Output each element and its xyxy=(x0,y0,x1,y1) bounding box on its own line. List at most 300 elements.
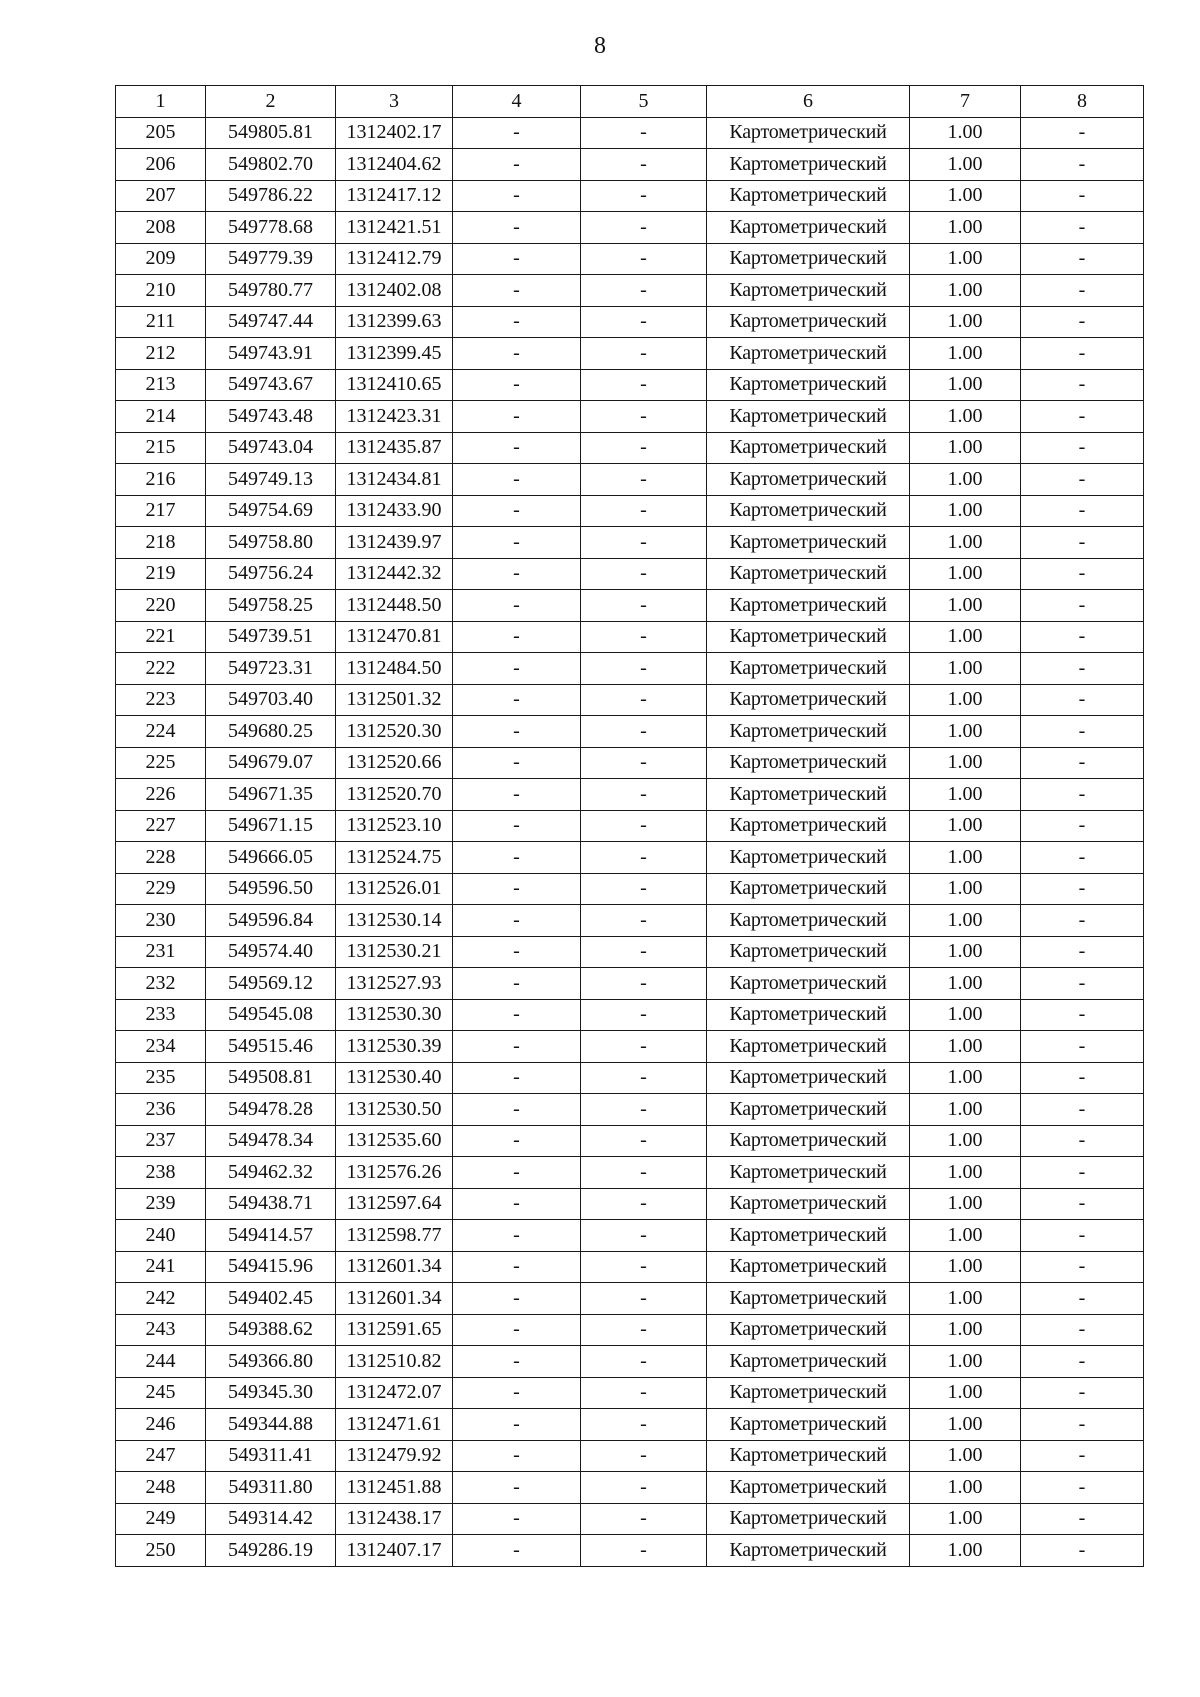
table-row xyxy=(116,936,1144,968)
point-number-cell: 234 xyxy=(116,1031,206,1063)
point-number-cell: 238 xyxy=(116,1157,206,1189)
table-row xyxy=(116,1125,1144,1157)
col-8-value-cell: - xyxy=(1021,464,1144,496)
point-number-cell: 219 xyxy=(116,558,206,590)
col-5-value-cell: - xyxy=(581,558,707,590)
table-row xyxy=(116,149,1144,181)
y-coordinate-cell: 1312471.61 xyxy=(336,1409,453,1441)
method-cell: Картометрический xyxy=(707,1472,910,1504)
table-row xyxy=(116,212,1144,244)
col-4-value-cell: - xyxy=(453,1283,581,1315)
col-5-value-cell: - xyxy=(581,1409,707,1441)
col-5-value-cell: - xyxy=(581,180,707,212)
y-coordinate-cell: 1312530.14 xyxy=(336,905,453,937)
col-5-value-cell: - xyxy=(581,999,707,1031)
point-number-cell: 226 xyxy=(116,779,206,811)
accuracy-cell: 1.00 xyxy=(910,590,1021,622)
column-header-8: 8 xyxy=(1021,86,1144,118)
col-4-value-cell: - xyxy=(453,149,581,181)
y-coordinate-cell: 1312527.93 xyxy=(336,968,453,1000)
y-coordinate-cell: 1312524.75 xyxy=(336,842,453,874)
x-coordinate-cell: 549478.28 xyxy=(206,1094,336,1126)
method-cell: Картометрический xyxy=(707,1188,910,1220)
col-8-value-cell: - xyxy=(1021,842,1144,874)
col-4-value-cell: - xyxy=(453,716,581,748)
accuracy-cell: 1.00 xyxy=(910,999,1021,1031)
accuracy-cell: 1.00 xyxy=(910,1409,1021,1441)
y-coordinate-cell: 1312435.87 xyxy=(336,432,453,464)
col-5-value-cell: - xyxy=(581,464,707,496)
col-5-value-cell: - xyxy=(581,495,707,527)
col-4-value-cell: - xyxy=(453,1157,581,1189)
method-cell: Картометрический xyxy=(707,1220,910,1252)
accuracy-cell: 1.00 xyxy=(910,873,1021,905)
col-8-value-cell: - xyxy=(1021,401,1144,433)
method-cell: Картометрический xyxy=(707,1440,910,1472)
point-number-cell: 247 xyxy=(116,1440,206,1472)
col-5-value-cell: - xyxy=(581,338,707,370)
point-number-cell: 245 xyxy=(116,1377,206,1409)
point-number-cell: 246 xyxy=(116,1409,206,1441)
method-cell: Картометрический xyxy=(707,243,910,275)
x-coordinate-cell: 549515.46 xyxy=(206,1031,336,1063)
table-row xyxy=(116,401,1144,433)
col-4-value-cell: - xyxy=(453,590,581,622)
column-header-2: 2 xyxy=(206,86,336,118)
col-8-value-cell: - xyxy=(1021,1346,1144,1378)
column-header-1: 1 xyxy=(116,86,206,118)
col-8-value-cell: - xyxy=(1021,1440,1144,1472)
y-coordinate-cell: 1312530.30 xyxy=(336,999,453,1031)
table-row xyxy=(116,621,1144,653)
method-cell: Картометрический xyxy=(707,1314,910,1346)
accuracy-cell: 1.00 xyxy=(910,306,1021,338)
col-5-value-cell: - xyxy=(581,1251,707,1283)
col-4-value-cell: - xyxy=(453,495,581,527)
x-coordinate-cell: 549743.04 xyxy=(206,432,336,464)
table-row xyxy=(116,275,1144,307)
point-number-cell: 220 xyxy=(116,590,206,622)
method-cell: Картометрический xyxy=(707,873,910,905)
x-coordinate-cell: 549574.40 xyxy=(206,936,336,968)
col-4-value-cell: - xyxy=(453,873,581,905)
point-number-cell: 228 xyxy=(116,842,206,874)
col-4-value-cell: - xyxy=(453,747,581,779)
accuracy-cell: 1.00 xyxy=(910,527,1021,559)
coordinates-table xyxy=(115,85,1144,1567)
col-5-value-cell: - xyxy=(581,905,707,937)
accuracy-cell: 1.00 xyxy=(910,1220,1021,1252)
col-4-value-cell: - xyxy=(453,621,581,653)
point-number-cell: 216 xyxy=(116,464,206,496)
accuracy-cell: 1.00 xyxy=(910,338,1021,370)
page-number: 8 xyxy=(594,33,606,59)
table-row xyxy=(116,1346,1144,1378)
point-number-cell: 223 xyxy=(116,684,206,716)
point-number-cell: 222 xyxy=(116,653,206,685)
col-5-value-cell: - xyxy=(581,1314,707,1346)
col-5-value-cell: - xyxy=(581,716,707,748)
method-cell: Картометрический xyxy=(707,527,910,559)
point-number-cell: 237 xyxy=(116,1125,206,1157)
table-row xyxy=(116,716,1144,748)
col-5-value-cell: - xyxy=(581,149,707,181)
col-5-value-cell: - xyxy=(581,1031,707,1063)
col-5-value-cell: - xyxy=(581,1188,707,1220)
point-number-cell: 250 xyxy=(116,1535,206,1567)
y-coordinate-cell: 1312520.30 xyxy=(336,716,453,748)
point-number-cell: 209 xyxy=(116,243,206,275)
y-coordinate-cell: 1312417.12 xyxy=(336,180,453,212)
x-coordinate-cell: 549805.81 xyxy=(206,117,336,149)
y-coordinate-cell: 1312520.66 xyxy=(336,747,453,779)
col-4-value-cell: - xyxy=(453,1251,581,1283)
method-cell: Картометрический xyxy=(707,338,910,370)
method-cell: Картометрический xyxy=(707,621,910,653)
x-coordinate-cell: 549478.34 xyxy=(206,1125,336,1157)
x-coordinate-cell: 549786.22 xyxy=(206,180,336,212)
table-row xyxy=(116,747,1144,779)
accuracy-cell: 1.00 xyxy=(910,558,1021,590)
method-cell: Картометрический xyxy=(707,999,910,1031)
accuracy-cell: 1.00 xyxy=(910,1251,1021,1283)
table-row xyxy=(116,1314,1144,1346)
col-5-value-cell: - xyxy=(581,432,707,464)
y-coordinate-cell: 1312598.77 xyxy=(336,1220,453,1252)
col-8-value-cell: - xyxy=(1021,1314,1144,1346)
y-coordinate-cell: 1312399.63 xyxy=(336,306,453,338)
col-8-value-cell: - xyxy=(1021,1409,1144,1441)
col-5-value-cell: - xyxy=(581,1062,707,1094)
y-coordinate-cell: 1312530.39 xyxy=(336,1031,453,1063)
table-row xyxy=(116,905,1144,937)
col-8-value-cell: - xyxy=(1021,653,1144,685)
method-cell: Картометрический xyxy=(707,905,910,937)
y-coordinate-cell: 1312601.34 xyxy=(336,1283,453,1315)
accuracy-cell: 1.00 xyxy=(910,810,1021,842)
col-8-value-cell: - xyxy=(1021,1503,1144,1535)
accuracy-cell: 1.00 xyxy=(910,1094,1021,1126)
x-coordinate-cell: 549754.69 xyxy=(206,495,336,527)
method-cell: Картометрический xyxy=(707,653,910,685)
col-5-value-cell: - xyxy=(581,1377,707,1409)
table-row xyxy=(116,369,1144,401)
method-cell: Картометрический xyxy=(707,149,910,181)
point-number-cell: 232 xyxy=(116,968,206,1000)
col-5-value-cell: - xyxy=(581,1472,707,1504)
col-5-value-cell: - xyxy=(581,1125,707,1157)
col-4-value-cell: - xyxy=(453,306,581,338)
col-8-value-cell: - xyxy=(1021,527,1144,559)
method-cell: Картометрический xyxy=(707,1503,910,1535)
method-cell: Картометрический xyxy=(707,1157,910,1189)
x-coordinate-cell: 549703.40 xyxy=(206,684,336,716)
col-8-value-cell: - xyxy=(1021,1062,1144,1094)
accuracy-cell: 1.00 xyxy=(910,842,1021,874)
accuracy-cell: 1.00 xyxy=(910,905,1021,937)
col-8-value-cell: - xyxy=(1021,779,1144,811)
method-cell: Картометрический xyxy=(707,1535,910,1567)
y-coordinate-cell: 1312402.08 xyxy=(336,275,453,307)
method-cell: Картометрический xyxy=(707,117,910,149)
y-coordinate-cell: 1312470.81 xyxy=(336,621,453,653)
method-cell: Картометрический xyxy=(707,464,910,496)
table-row xyxy=(116,495,1144,527)
col-5-value-cell: - xyxy=(581,873,707,905)
y-coordinate-cell: 1312530.50 xyxy=(336,1094,453,1126)
table-row xyxy=(116,1409,1144,1441)
point-number-cell: 213 xyxy=(116,369,206,401)
col-8-value-cell: - xyxy=(1021,1125,1144,1157)
x-coordinate-cell: 549286.19 xyxy=(206,1535,336,1567)
x-coordinate-cell: 549388.62 xyxy=(206,1314,336,1346)
x-coordinate-cell: 549545.08 xyxy=(206,999,336,1031)
accuracy-cell: 1.00 xyxy=(910,1503,1021,1535)
col-4-value-cell: - xyxy=(453,999,581,1031)
y-coordinate-cell: 1312438.17 xyxy=(336,1503,453,1535)
accuracy-cell: 1.00 xyxy=(910,212,1021,244)
x-coordinate-cell: 549756.24 xyxy=(206,558,336,590)
y-coordinate-cell: 1312407.17 xyxy=(336,1535,453,1567)
col-4-value-cell: - xyxy=(453,180,581,212)
col-8-value-cell: - xyxy=(1021,1031,1144,1063)
table-row xyxy=(116,684,1144,716)
table-row xyxy=(116,432,1144,464)
x-coordinate-cell: 549758.80 xyxy=(206,527,336,559)
method-cell: Картометрический xyxy=(707,1283,910,1315)
accuracy-cell: 1.00 xyxy=(910,1031,1021,1063)
table-row xyxy=(116,590,1144,622)
x-coordinate-cell: 549780.77 xyxy=(206,275,336,307)
y-coordinate-cell: 1312526.01 xyxy=(336,873,453,905)
method-cell: Картометрический xyxy=(707,1346,910,1378)
table-row xyxy=(116,1283,1144,1315)
x-coordinate-cell: 549345.30 xyxy=(206,1377,336,1409)
method-cell: Картометрический xyxy=(707,716,910,748)
y-coordinate-cell: 1312501.32 xyxy=(336,684,453,716)
point-number-cell: 244 xyxy=(116,1346,206,1378)
x-coordinate-cell: 549402.45 xyxy=(206,1283,336,1315)
col-8-value-cell: - xyxy=(1021,590,1144,622)
x-coordinate-cell: 549758.25 xyxy=(206,590,336,622)
col-8-value-cell: - xyxy=(1021,1220,1144,1252)
col-4-value-cell: - xyxy=(453,558,581,590)
point-number-cell: 241 xyxy=(116,1251,206,1283)
method-cell: Картометрический xyxy=(707,842,910,874)
header-row xyxy=(116,86,1144,118)
col-5-value-cell: - xyxy=(581,1503,707,1535)
x-coordinate-cell: 549802.70 xyxy=(206,149,336,181)
point-number-cell: 240 xyxy=(116,1220,206,1252)
col-4-value-cell: - xyxy=(453,968,581,1000)
col-4-value-cell: - xyxy=(453,527,581,559)
y-coordinate-cell: 1312530.40 xyxy=(336,1062,453,1094)
point-number-cell: 227 xyxy=(116,810,206,842)
point-number-cell: 248 xyxy=(116,1472,206,1504)
y-coordinate-cell: 1312421.51 xyxy=(336,212,453,244)
col-5-value-cell: - xyxy=(581,653,707,685)
col-5-value-cell: - xyxy=(581,527,707,559)
accuracy-cell: 1.00 xyxy=(910,653,1021,685)
column-header-4: 4 xyxy=(453,86,581,118)
table-row xyxy=(116,464,1144,496)
x-coordinate-cell: 549779.39 xyxy=(206,243,336,275)
y-coordinate-cell: 1312433.90 xyxy=(336,495,453,527)
col-4-value-cell: - xyxy=(453,842,581,874)
method-cell: Картометрический xyxy=(707,212,910,244)
method-cell: Картометрический xyxy=(707,936,910,968)
col-5-value-cell: - xyxy=(581,1535,707,1567)
point-number-cell: 230 xyxy=(116,905,206,937)
column-header-6: 6 xyxy=(707,86,910,118)
point-number-cell: 212 xyxy=(116,338,206,370)
table-row xyxy=(116,968,1144,1000)
col-4-value-cell: - xyxy=(453,1377,581,1409)
col-4-value-cell: - xyxy=(453,810,581,842)
point-number-cell: 235 xyxy=(116,1062,206,1094)
col-8-value-cell: - xyxy=(1021,149,1144,181)
col-8-value-cell: - xyxy=(1021,747,1144,779)
method-cell: Картометрический xyxy=(707,1125,910,1157)
method-cell: Картометрический xyxy=(707,590,910,622)
y-coordinate-cell: 1312591.65 xyxy=(336,1314,453,1346)
col-4-value-cell: - xyxy=(453,1314,581,1346)
accuracy-cell: 1.00 xyxy=(910,243,1021,275)
accuracy-cell: 1.00 xyxy=(910,432,1021,464)
y-coordinate-cell: 1312442.32 xyxy=(336,558,453,590)
y-coordinate-cell: 1312484.50 xyxy=(336,653,453,685)
point-number-cell: 225 xyxy=(116,747,206,779)
point-number-cell: 233 xyxy=(116,999,206,1031)
table-row xyxy=(116,180,1144,212)
table-row xyxy=(116,999,1144,1031)
accuracy-cell: 1.00 xyxy=(910,1346,1021,1378)
col-4-value-cell: - xyxy=(453,369,581,401)
col-5-value-cell: - xyxy=(581,1346,707,1378)
col-5-value-cell: - xyxy=(581,401,707,433)
col-5-value-cell: - xyxy=(581,936,707,968)
x-coordinate-cell: 549414.57 xyxy=(206,1220,336,1252)
point-number-cell: 210 xyxy=(116,275,206,307)
col-8-value-cell: - xyxy=(1021,905,1144,937)
method-cell: Картометрический xyxy=(707,558,910,590)
accuracy-cell: 1.00 xyxy=(910,117,1021,149)
accuracy-cell: 1.00 xyxy=(910,1062,1021,1094)
x-coordinate-cell: 549778.68 xyxy=(206,212,336,244)
y-coordinate-cell: 1312479.92 xyxy=(336,1440,453,1472)
col-4-value-cell: - xyxy=(453,1535,581,1567)
method-cell: Картометрический xyxy=(707,306,910,338)
col-4-value-cell: - xyxy=(453,1094,581,1126)
col-8-value-cell: - xyxy=(1021,369,1144,401)
accuracy-cell: 1.00 xyxy=(910,149,1021,181)
col-8-value-cell: - xyxy=(1021,558,1144,590)
col-8-value-cell: - xyxy=(1021,621,1144,653)
col-4-value-cell: - xyxy=(453,779,581,811)
accuracy-cell: 1.00 xyxy=(910,275,1021,307)
method-cell: Картометрический xyxy=(707,1062,910,1094)
y-coordinate-cell: 1312423.31 xyxy=(336,401,453,433)
accuracy-cell: 1.00 xyxy=(910,464,1021,496)
col-8-value-cell: - xyxy=(1021,117,1144,149)
col-4-value-cell: - xyxy=(453,936,581,968)
table-row xyxy=(116,1094,1144,1126)
x-coordinate-cell: 549743.67 xyxy=(206,369,336,401)
x-coordinate-cell: 549569.12 xyxy=(206,968,336,1000)
col-8-value-cell: - xyxy=(1021,1472,1144,1504)
point-number-cell: 236 xyxy=(116,1094,206,1126)
accuracy-cell: 1.00 xyxy=(910,1535,1021,1567)
y-coordinate-cell: 1312510.82 xyxy=(336,1346,453,1378)
x-coordinate-cell: 549671.35 xyxy=(206,779,336,811)
col-5-value-cell: - xyxy=(581,1283,707,1315)
point-number-cell: 231 xyxy=(116,936,206,968)
table-row xyxy=(116,1062,1144,1094)
method-cell: Картометрический xyxy=(707,401,910,433)
col-4-value-cell: - xyxy=(453,905,581,937)
x-coordinate-cell: 549680.25 xyxy=(206,716,336,748)
col-4-value-cell: - xyxy=(453,1472,581,1504)
method-cell: Картометрический xyxy=(707,1094,910,1126)
accuracy-cell: 1.00 xyxy=(910,180,1021,212)
x-coordinate-cell: 549749.13 xyxy=(206,464,336,496)
x-coordinate-cell: 549415.96 xyxy=(206,1251,336,1283)
col-4-value-cell: - xyxy=(453,1346,581,1378)
col-8-value-cell: - xyxy=(1021,495,1144,527)
method-cell: Картометрический xyxy=(707,810,910,842)
table-row xyxy=(116,243,1144,275)
x-coordinate-cell: 549723.31 xyxy=(206,653,336,685)
accuracy-cell: 1.00 xyxy=(910,1377,1021,1409)
y-coordinate-cell: 1312472.07 xyxy=(336,1377,453,1409)
table-row xyxy=(116,810,1144,842)
y-coordinate-cell: 1312434.81 xyxy=(336,464,453,496)
x-coordinate-cell: 549508.81 xyxy=(206,1062,336,1094)
col-8-value-cell: - xyxy=(1021,968,1144,1000)
accuracy-cell: 1.00 xyxy=(910,1188,1021,1220)
method-cell: Картометрический xyxy=(707,747,910,779)
col-8-value-cell: - xyxy=(1021,810,1144,842)
table-row xyxy=(116,1220,1144,1252)
y-coordinate-cell: 1312576.26 xyxy=(336,1157,453,1189)
accuracy-cell: 1.00 xyxy=(910,621,1021,653)
table-row xyxy=(116,1503,1144,1535)
col-8-value-cell: - xyxy=(1021,1157,1144,1189)
accuracy-cell: 1.00 xyxy=(910,1125,1021,1157)
col-4-value-cell: - xyxy=(453,1188,581,1220)
accuracy-cell: 1.00 xyxy=(910,779,1021,811)
col-5-value-cell: - xyxy=(581,747,707,779)
table-row xyxy=(116,306,1144,338)
col-5-value-cell: - xyxy=(581,1220,707,1252)
col-8-value-cell: - xyxy=(1021,212,1144,244)
x-coordinate-cell: 549671.15 xyxy=(206,810,336,842)
point-number-cell: 224 xyxy=(116,716,206,748)
col-4-value-cell: - xyxy=(453,1031,581,1063)
col-5-value-cell: - xyxy=(581,810,707,842)
x-coordinate-cell: 549739.51 xyxy=(206,621,336,653)
x-coordinate-cell: 549366.80 xyxy=(206,1346,336,1378)
col-4-value-cell: - xyxy=(453,1503,581,1535)
col-5-value-cell: - xyxy=(581,842,707,874)
col-4-value-cell: - xyxy=(453,432,581,464)
col-8-value-cell: - xyxy=(1021,873,1144,905)
x-coordinate-cell: 549743.91 xyxy=(206,338,336,370)
y-coordinate-cell: 1312412.79 xyxy=(336,243,453,275)
col-5-value-cell: - xyxy=(581,1157,707,1189)
method-cell: Картометрический xyxy=(707,1409,910,1441)
table-row xyxy=(116,653,1144,685)
